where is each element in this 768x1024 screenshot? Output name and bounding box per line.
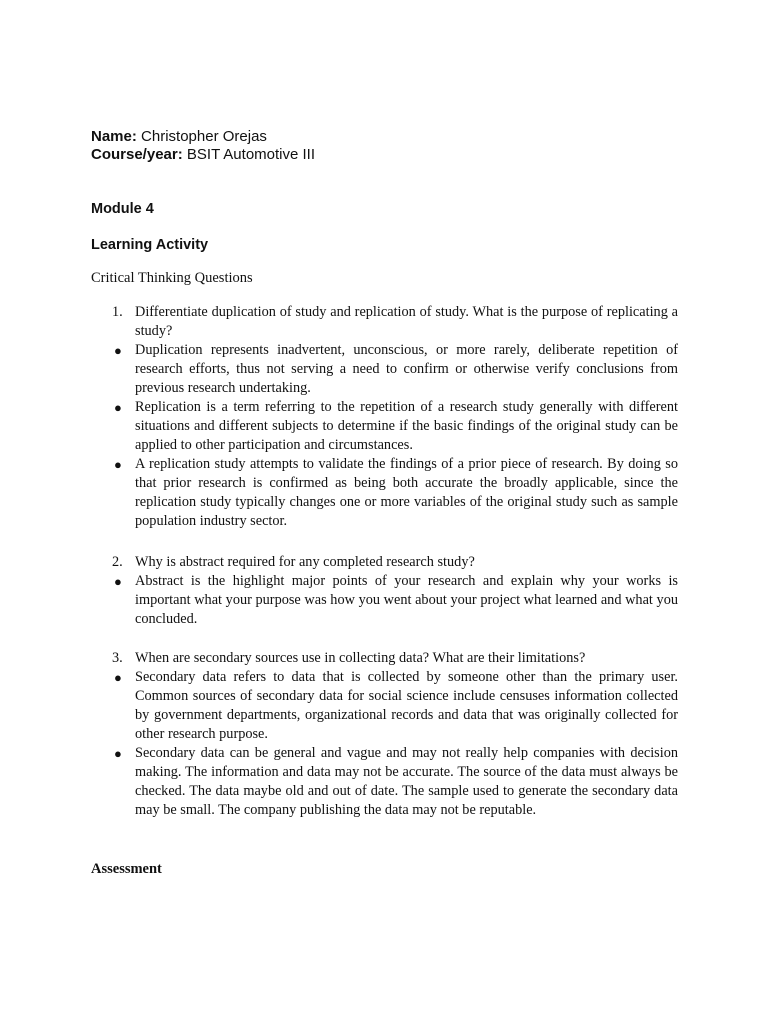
course-year-line: [91, 146, 315, 164]
question-block-2: [108, 553, 678, 629]
answer-text: Replication is a term referring to the repetition of a research study generally with different situations and different subjects to determine if the basic findings of the original study can be applied to other participation and circumstances.: [135, 399, 678, 453]
name-line: [91, 128, 267, 146]
learning-activity-title: Learning Activity: [91, 237, 209, 253]
question-item: [108, 303, 678, 341]
name-value: Christopher Orejas: [141, 128, 267, 145]
answer-text: Secondary data refers to data that is collected by someone other than the primary user. Common sources of secondary data for social science include censuses information collected by government departments, organizational records and data that was originally collected for other research purpose.: [135, 669, 678, 742]
answer-item: [108, 398, 678, 455]
question-number: 1.: [112, 304, 123, 320]
question-block-1: [108, 303, 678, 531]
question-number: 2.: [112, 554, 123, 570]
bullet-icon: ●: [114, 400, 122, 415]
answer-item: [108, 341, 678, 398]
answer-text: Duplication represents inadvertent, unconscious, or more rarely, deliberate repetition of research efforts, thus not serving a need to confirm or otherwise verify conclusions from previous research undertaking.: [135, 342, 678, 396]
question-text: When are secondary sources use in collecting data? What are their limitations?: [135, 650, 586, 666]
bullet-icon: ●: [114, 746, 122, 761]
question-item: [108, 553, 678, 572]
section-label: Critical Thinking Questions: [91, 270, 253, 286]
course-year-value: BSIT Automotive III: [186, 146, 316, 163]
course-year-label: Course/year:: [91, 146, 183, 163]
answer-item: [108, 455, 678, 531]
answer-text: A replication study attempts to validate the findings of a prior piece of research. By doing so that prior research is confirmed as being both accurate the broadly applicable, since the replication study typically changes one or more variables of the original study such as sample population industry sector.: [135, 456, 678, 529]
answer-text: Abstract is the highlight major points of your research and explain why your works is important what your purpose was how you went about your project what learned and what you concluded.: [135, 573, 678, 627]
bullet-icon: ●: [114, 457, 122, 472]
answer-text: Secondary data can be general and vague and may not really help companies with decision making. The information and data may not be accurate. The source of the data must always be checked. The data maybe old and out of date. The sample used to generate the secondary data may be small. The company publishing the data may not be reputable.: [135, 745, 678, 818]
answer-item: [108, 668, 678, 744]
bullet-icon: ●: [114, 574, 122, 589]
name-label: Name:: [91, 128, 137, 145]
question-block-3: [108, 649, 678, 820]
bullet-icon: ●: [114, 343, 122, 358]
assessment-title: Assessment: [91, 861, 162, 877]
question-text: Differentiate duplication of study and replication of study. What is the purpose of replicating a study?: [135, 304, 678, 339]
answer-item: [108, 572, 678, 629]
question-text: Why is abstract required for any completed research study?: [135, 554, 475, 570]
question-item: [108, 649, 678, 668]
question-number: 3.: [112, 650, 123, 666]
bullet-icon: ●: [114, 670, 122, 685]
answer-item: [108, 744, 678, 820]
module-title: Module 4: [91, 201, 154, 217]
